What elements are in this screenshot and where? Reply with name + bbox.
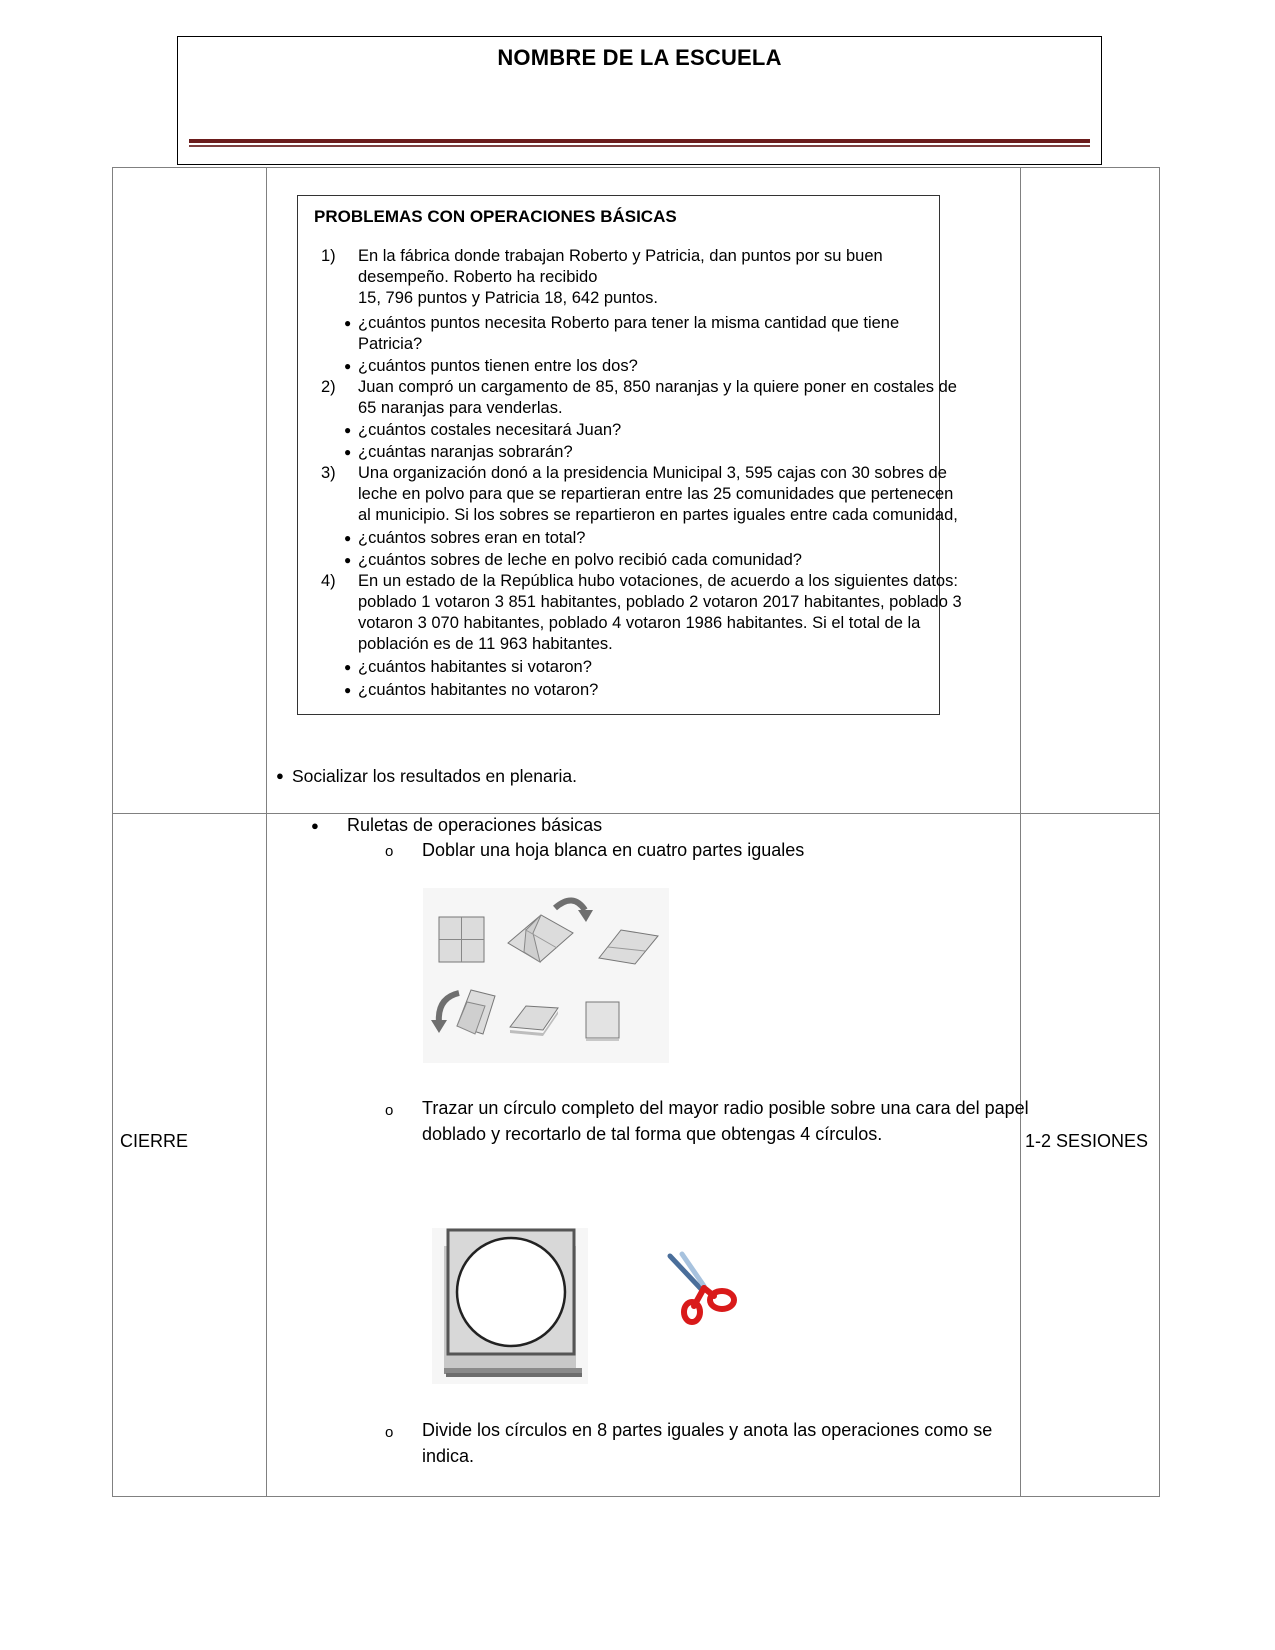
step-divide-line: indica. [422, 1446, 475, 1466]
step-fold-text: Doblar una hoja blanca en cuatro partes iguales [422, 840, 805, 860]
header-rule-thin [189, 145, 1090, 147]
sub-bullet-icon: o [385, 843, 394, 860]
bullet-icon: ● [344, 531, 352, 545]
header-rule [189, 139, 1090, 143]
folded-square-1 [439, 917, 484, 962]
problem-text-line: al municipio. Si los sobres se repartieron en partes iguales entre cada comunidad, [358, 506, 958, 524]
problems-box [297, 195, 962, 715]
table-right-border [1159, 167, 1160, 1497]
problem-number: 3) [321, 464, 336, 482]
socializar-text: Socializar los resultados en plenaria. [292, 766, 578, 786]
table-bottom-border [112, 1496, 1159, 1497]
bullet-icon: ● [344, 445, 352, 459]
problem-text-line: población es de 11 963 habitantes. [358, 635, 613, 653]
problem-text-line: 65 naranjas para venderlas. [358, 399, 563, 417]
scissors-icon [664, 1250, 742, 1326]
question-line: ¿cuántos puntos necesita Roberto para tener la misma cantidad que tiene [358, 314, 900, 332]
bullet-icon: ● [344, 359, 352, 373]
problem-number: 4) [321, 572, 336, 590]
activity-title: Ruletas de operaciones básicas [347, 815, 603, 835]
problem-number: 2) [321, 378, 336, 396]
problem-text-line: desempeño. Roberto ha recibido [358, 268, 598, 286]
bullet-icon: ● [344, 553, 352, 567]
question-line: ¿cuántos puntos tienen entre los dos? [358, 357, 638, 375]
problem-text-line: leche en polvo para que se repartieran entre las 25 comunidades que pertenecen [358, 485, 954, 503]
paper-folding-illustration [423, 888, 669, 1063]
stage-label: CIERRE [120, 1131, 189, 1151]
problem-text-line: En la fábrica donde trabajan Roberto y Patricia, dan puntos por su buen [358, 247, 883, 265]
problem-text-line: poblado 1 votaron 3 851 habitantes, poblado 2 votaron 2017 habitantes, poblado 3 [358, 593, 962, 611]
step-circle-line: Trazar un círculo completo del mayor radio posible sobre una cara del papel [422, 1098, 1029, 1118]
bullet-icon: ● [344, 423, 352, 437]
problem-text-line: Una organización donó a la presidencia Municipal 3, 595 cajas con 30 sobres de [358, 464, 947, 482]
folded-square-6 [586, 1002, 619, 1040]
bullet-icon: ● [344, 683, 352, 697]
school-name: NOMBRE DE LA ESCUELA [497, 45, 782, 70]
header-box [177, 36, 1102, 165]
bullet-icon: ● [276, 768, 284, 783]
problem-number: 1) [321, 247, 336, 265]
circle-shape [457, 1238, 565, 1346]
problem-text-line: 15, 796 puntos y Patricia 18, 642 puntos. [358, 289, 658, 307]
problems-title: PROBLEMAS CON OPERACIONES BÁSICAS [314, 207, 677, 226]
table-row-divider [112, 813, 1159, 814]
bullet-icon: ● [311, 818, 319, 833]
table-col-divider-2 [1020, 167, 1021, 1497]
circle-on-paper-illustration [432, 1228, 588, 1384]
sub-bullet-icon: o [385, 1102, 394, 1119]
question-line: ¿cuántos sobres eran en total? [358, 529, 586, 547]
table-left-border [112, 167, 113, 1497]
problem-text-line: Juan compró un cargamento de 85, 850 naranjas y la quiere poner en costales de [358, 378, 957, 396]
bullet-icon: ● [344, 316, 352, 330]
question-line: ¿cuántos costales necesitará Juan? [358, 421, 622, 439]
question-line: ¿cuántos sobres de leche en polvo recibió cada comunidad? [358, 551, 802, 569]
bullet-icon: ● [344, 660, 352, 674]
table-col-divider-1 [266, 167, 267, 1497]
question-line: ¿cuántos habitantes no votaron? [358, 681, 599, 699]
problem-text-line: votaron 3 070 habitantes, poblado 4 votaron 1986 habitantes. Si el total de la [358, 614, 921, 632]
question-line: Patricia? [358, 335, 423, 353]
question-line: ¿cuántos habitantes si votaron? [358, 658, 592, 676]
sessions-label: 1-2 SESIONES [1025, 1131, 1149, 1151]
problem-text-line: En un estado de la República hubo votaciones, de acuerdo a los siguientes datos: [358, 572, 958, 590]
sub-bullet-icon: o [385, 1424, 394, 1441]
table-top-border [112, 167, 1159, 168]
step-divide-line: Divide los círculos en 8 partes iguales y anota las operaciones como se [422, 1420, 993, 1440]
step-circle-line: doblado y recortarlo de tal forma que obtengas 4 círculos. [422, 1124, 883, 1144]
question-line: ¿cuántas naranjas sobrarán? [358, 443, 573, 461]
